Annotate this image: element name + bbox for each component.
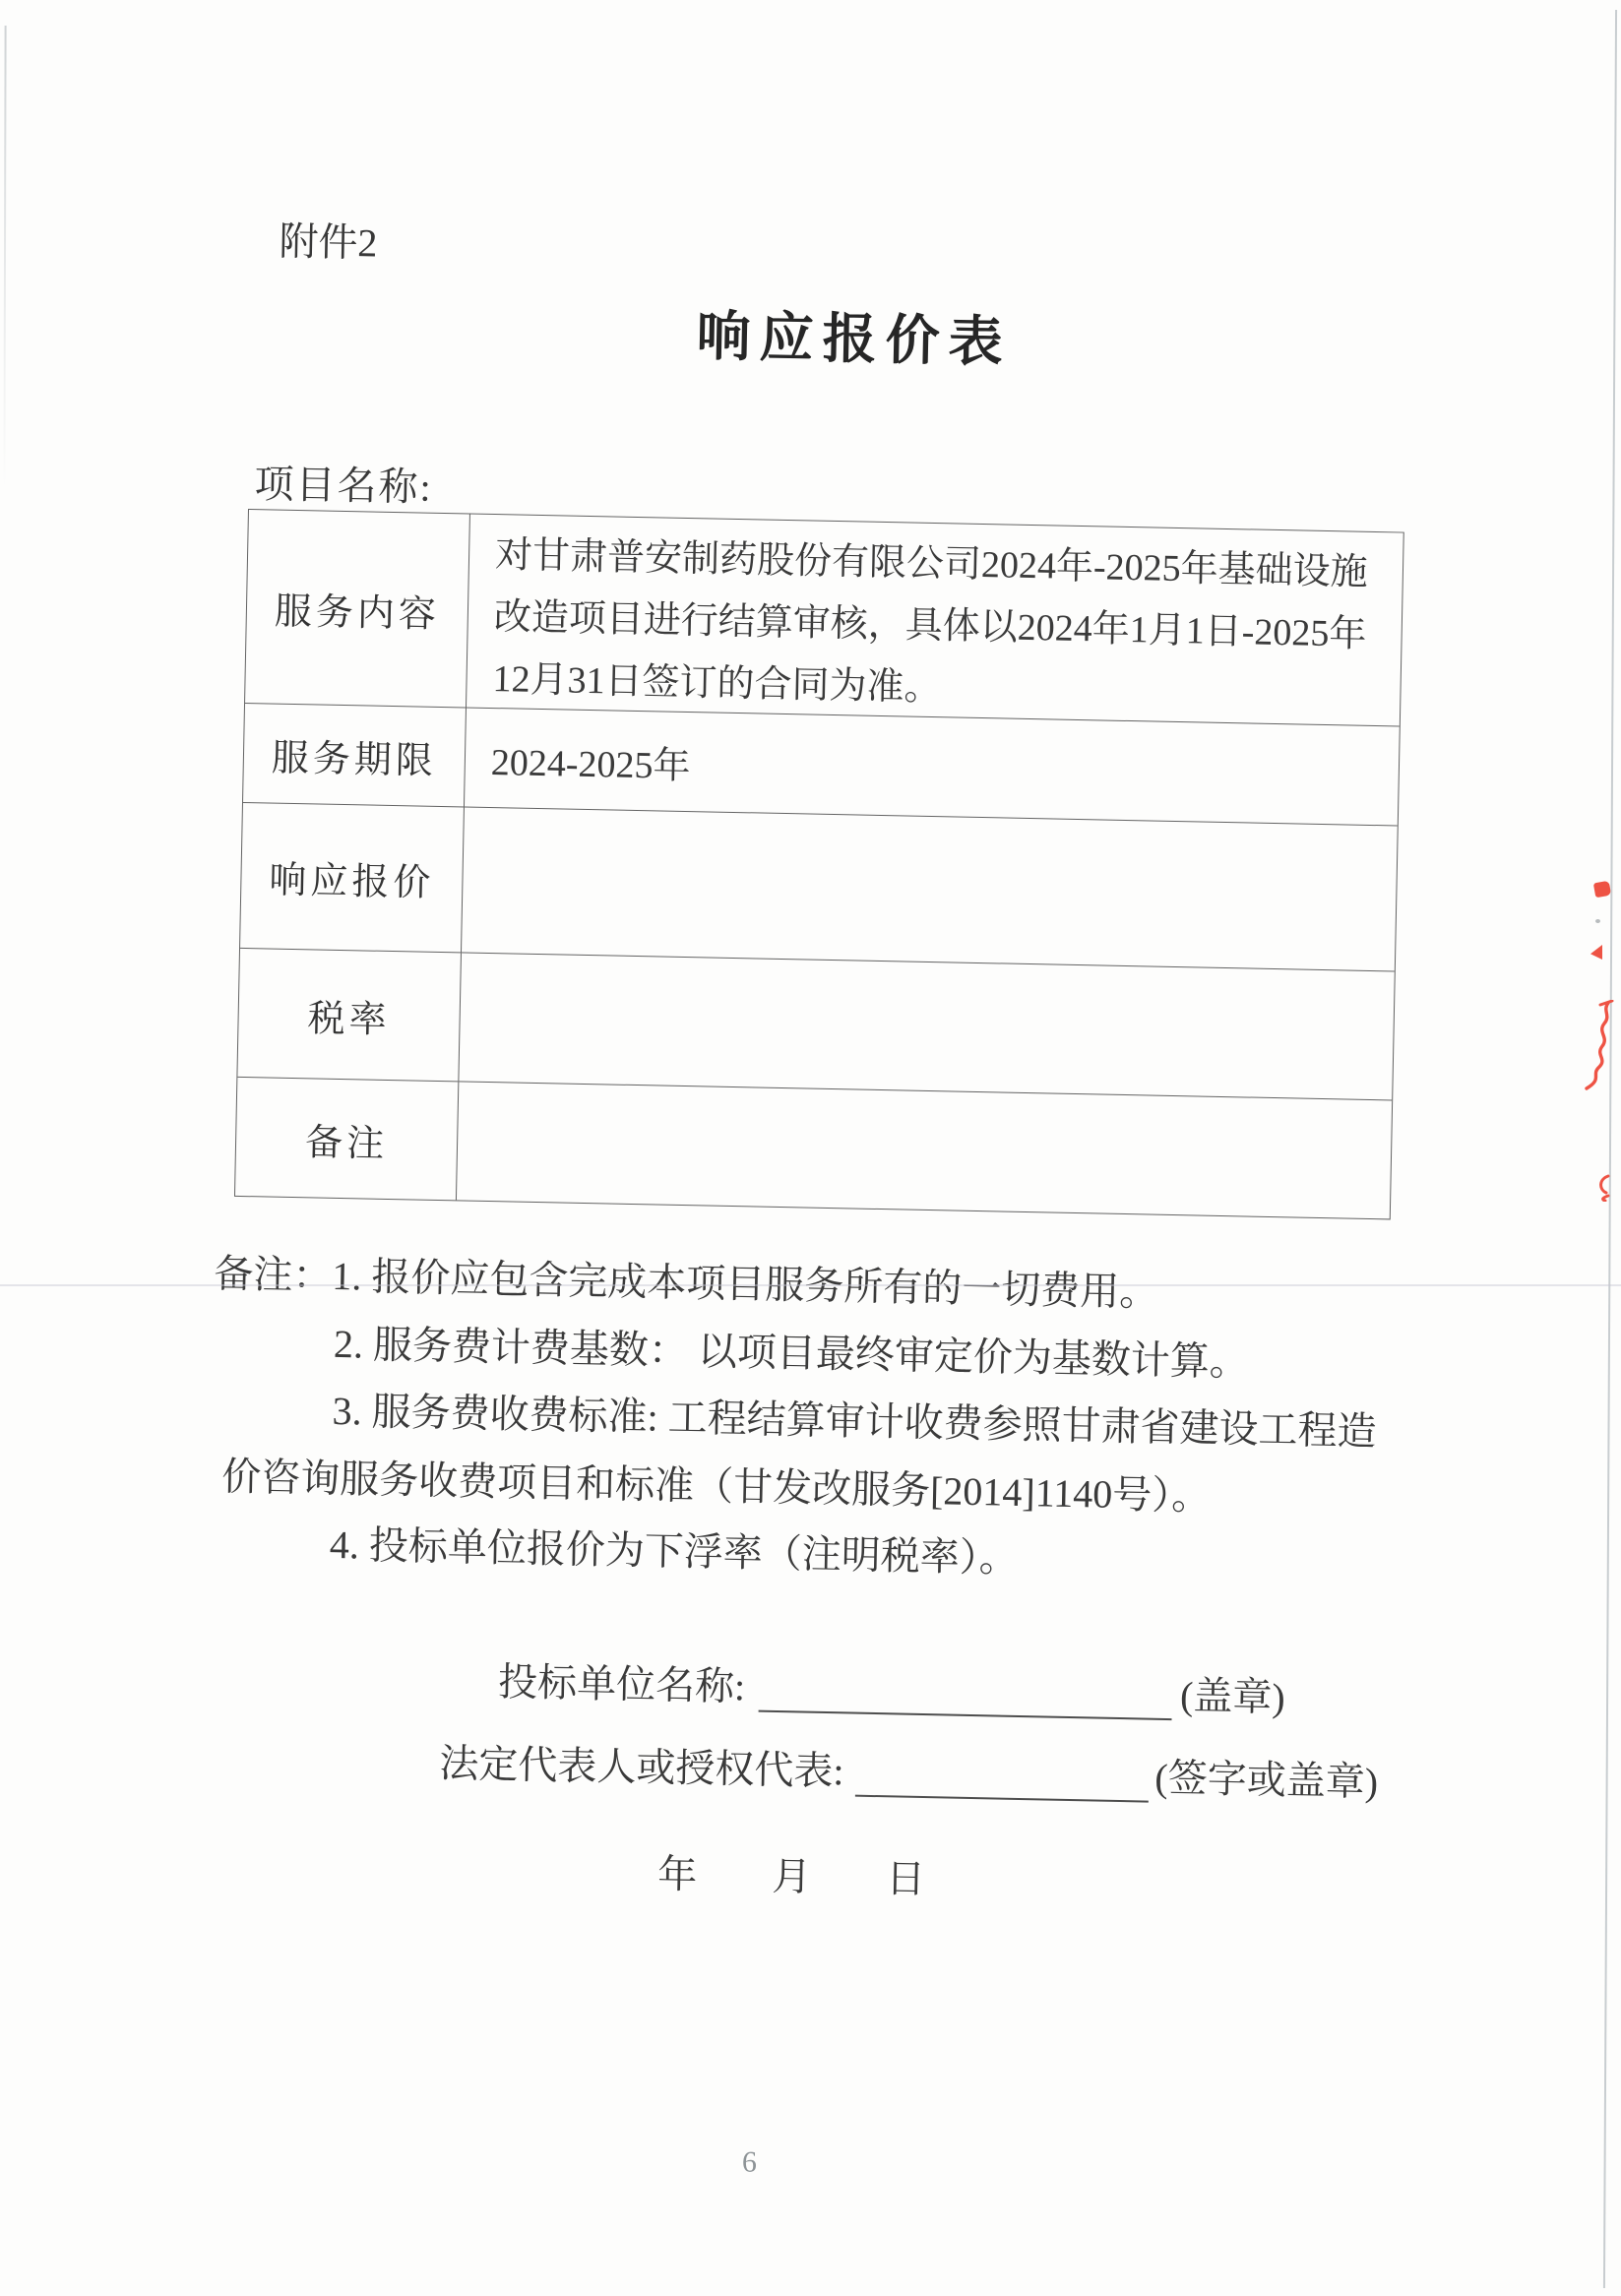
- date-month-label: 月: [771, 1853, 812, 1899]
- service-period-value: 2024-2025年: [490, 741, 691, 787]
- date-day-label: 日: [885, 1856, 926, 1902]
- note-line-3: 3. 服务费收费标准: 工程结算审计收费参照甘肃省建设工程造: [332, 1388, 1377, 1455]
- service-content-line: 12月31日签订的合同为准。: [492, 658, 942, 710]
- note-line-3-continued: 价咨询服务收费项目和标准（甘发改服务[2014]1140号）。: [220, 1454, 1212, 1519]
- note-line-1: 备注：1. 报价应包含完成本项目服务所有的一切费用。: [213, 1251, 1159, 1315]
- project-name-label: 项目名称:: [254, 462, 434, 510]
- row-label-service-period: 服务期限: [243, 704, 467, 806]
- bidder-name-underline: [759, 1667, 1173, 1720]
- red-ink-mark-curl: [1596, 1174, 1612, 1202]
- note-line-4: 4. 投标单位报价为下浮率（注明税率）。: [329, 1521, 1020, 1581]
- row-value-tax-rate: [459, 953, 1394, 1099]
- quotation-table: [234, 509, 1404, 1219]
- document-title: 响应报价表: [695, 306, 1013, 373]
- table-row-tax-rate: [237, 949, 1394, 1101]
- row-label-remarks: 备注: [235, 1078, 459, 1200]
- signature-representative-row: [439, 1732, 1379, 1807]
- scan-strip-line: [0, 1284, 1621, 1286]
- date-year-label: 年: [656, 1851, 698, 1897]
- page-number: 6: [741, 2145, 758, 2179]
- row-value-service-content: [467, 515, 1403, 726]
- service-content-line: 对甘肃普安制药股份有限公司2024年-2025年基础设施: [494, 534, 1369, 593]
- bidder-name-label: 投标单位名称:: [497, 1659, 746, 1709]
- note-line-2: 2. 服务费计费基数： 以项目最终审定价为基数计算。: [333, 1321, 1250, 1385]
- scan-speck: [1595, 919, 1600, 923]
- row-value-remarks: [457, 1082, 1392, 1218]
- table-row-response-quote: [240, 803, 1398, 972]
- representative-seal-note: (签字或盖章): [1153, 1755, 1379, 1805]
- table-row-service-content: [245, 510, 1403, 727]
- row-label-tax-rate: 税率: [237, 949, 462, 1081]
- bidder-seal-note: (盖章): [1179, 1673, 1286, 1720]
- row-value-response-quote: [462, 807, 1398, 970]
- row-label-response-quote: 响应报价: [240, 803, 465, 952]
- row-label-service-content: 服务内容: [245, 510, 470, 707]
- attachment-label: 附件2: [279, 218, 378, 266]
- signature-date-row: [657, 1843, 926, 1904]
- representative-underline: [855, 1752, 1150, 1803]
- row-value-service-period: [465, 708, 1400, 825]
- service-content-line: 改造项目进行结算审核，具体以2024年1月1日-2025年: [493, 596, 1367, 655]
- table-row-remarks: [235, 1078, 1392, 1219]
- representative-label: 法定代表人或授权代表:: [439, 1741, 844, 1794]
- signature-bidder-row: [498, 1650, 1286, 1722]
- red-ink-squiggle: [1579, 1000, 1616, 1092]
